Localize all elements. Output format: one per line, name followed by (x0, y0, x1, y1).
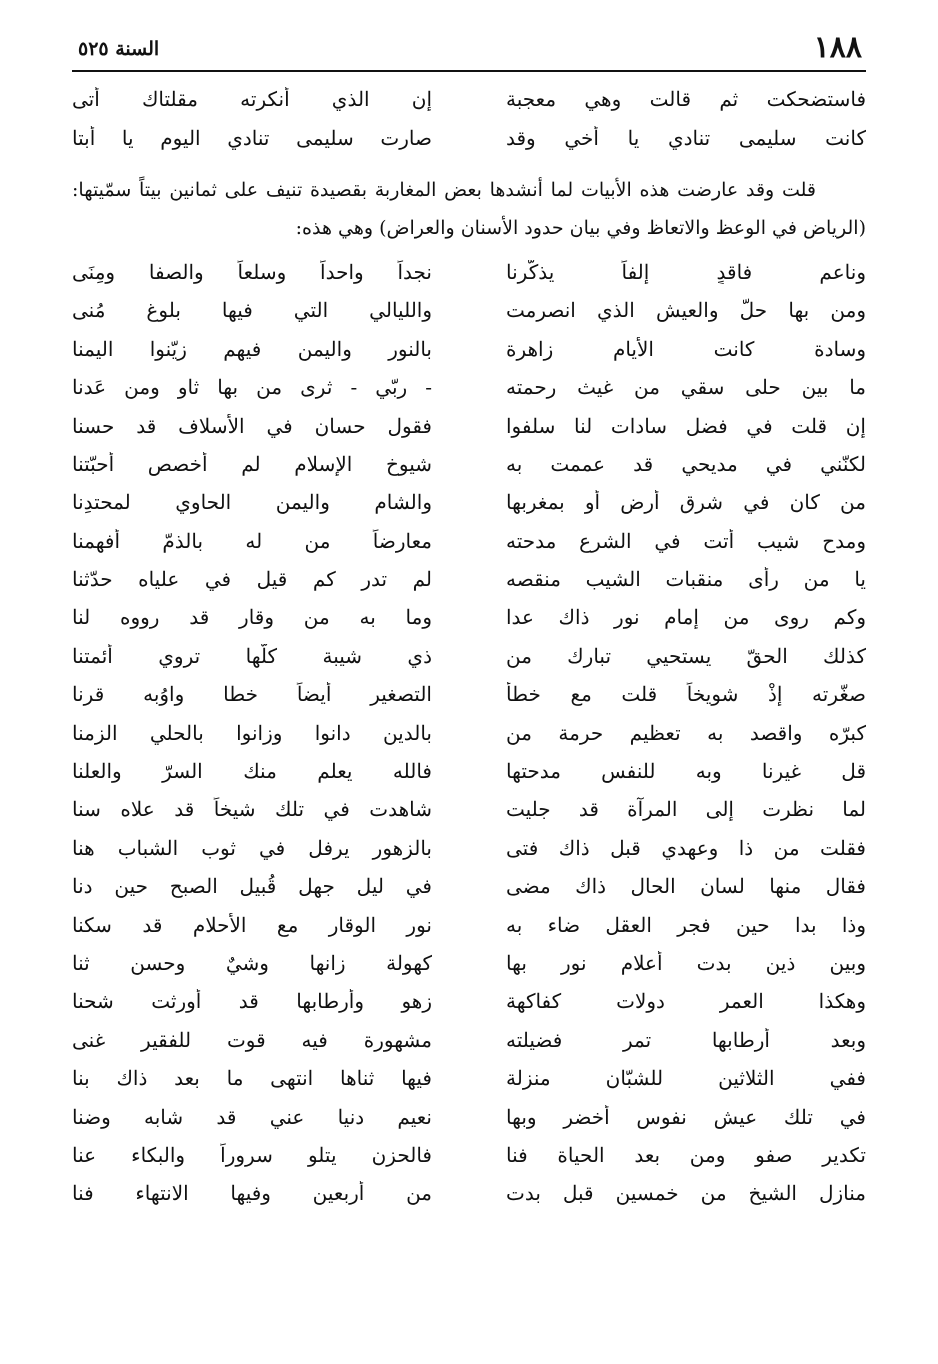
verse-first-hemistich: وهكذا العمر دولات كفاكهة (506, 989, 866, 1014)
prose-paragraph (72, 171, 866, 247)
verse-row (72, 445, 866, 483)
verse-second-hemistich: فيها ثناها انتهى ما بعد ذاك بنا (72, 1066, 432, 1091)
verse-row (72, 1097, 866, 1135)
verse-row (72, 790, 866, 828)
verse-first-hemistich: كبرّه واقصد به تعظيم حرمة من (506, 720, 866, 745)
verse-second-hemistich: ذي شيبة كلّها تروي أئمتنا (72, 643, 432, 668)
verse-second-hemistich: - ربّي - ثرى من بها ثاوٍ ومن عَدنا (72, 375, 432, 400)
verse-first-hemistich: ما بين حلى سقي من غيث رحمته (506, 375, 866, 400)
verse-second-hemistich: نور الوقار مع الأحلام قد سكنا (72, 912, 432, 937)
verse-second-hemistich: شيوخ الإسلام لم أخصص أحبّتنا (72, 451, 432, 476)
verse-second-hemistich: إن الذي أنكرته مقلتاك أتى (72, 87, 432, 112)
verse-row (72, 944, 866, 982)
verse-row (72, 118, 866, 156)
verse-row (72, 1136, 866, 1174)
verse-second-hemistich: زهو وأرطابها قد أورثت شحنا (72, 989, 432, 1014)
verse-second-hemistich: معارضاً من له بالذمّ أفهمنا (72, 528, 432, 553)
verse-row (72, 253, 866, 291)
verse-second-hemistich: نعيم دنيا عني قد شابه وضنا (72, 1104, 432, 1129)
verse-row (72, 905, 866, 943)
verse-first-hemistich: ومن بها حلّ والعيش الذي انصرمت (506, 298, 866, 323)
verse-row (72, 291, 866, 329)
verse-row (72, 713, 866, 751)
verse-second-hemistich: بالدين دانوا وزانوا بالحلي الزمنا (72, 720, 432, 745)
verse-row (72, 1174, 866, 1212)
verse-second-hemistich: بالنور واليمن فيهم زيّنوا اليمنا (72, 336, 432, 361)
verse-first-hemistich: قل غيرنا وبه للنفس مدحتها (506, 759, 866, 784)
verse-first-hemistich: كذلك الحقّ يستحيي تبارك من (506, 643, 866, 668)
verse-first-hemistich: فقلت من ذا وعهدي قبل ذاك فتى (506, 835, 866, 860)
verse-first-hemistich: وسادة كانت الأيام زاهرة (506, 336, 866, 361)
verse-second-hemistich: فقول حسان في الأسلاف قد حسنا (72, 413, 432, 438)
verse-first-hemistich: وبعد أرطابها تمر فضيلته (506, 1027, 866, 1052)
verse-row (72, 80, 866, 118)
intro-verses (72, 80, 866, 157)
verse-second-hemistich: صارت سليمى تنادي اليوم يا أبتا (72, 125, 432, 150)
verse-row (72, 598, 866, 636)
verse-first-hemistich: فاستضحكت ثم قالت وهي معجبة (506, 87, 866, 112)
verse-second-hemistich: والشام واليمن الحاوي لمحتدِنا (72, 490, 432, 515)
page-header (72, 28, 866, 72)
verse-second-hemistich: لم تدرِ كم قيل في علياه حدّثنا (72, 567, 432, 592)
verse-first-hemistich: وذا بدا حين فجر العقل ضاء به (506, 912, 866, 937)
verse-first-hemistich: لكنّني في مديحي قد عممت به (506, 451, 866, 476)
verse-second-hemistich: في ليل جهل قُبيل الصبح حين دنا (72, 874, 432, 899)
verse-first-hemistich: وكم روى من إمام نور ذاك عدا (506, 605, 866, 630)
verse-first-hemistich: منازل الشيخ من خمسين قبل بدت (506, 1181, 866, 1206)
verse-row (72, 368, 866, 406)
verse-second-hemistich: كهولة زانها وشيٌ وحسن ثنا (72, 951, 432, 975)
verse-second-hemistich: مشهورة فيه قوت للفقير غنى (72, 1027, 432, 1052)
verse-row (72, 637, 866, 675)
verse-second-hemistich: من أربعين وفيها الانتهاء فنا (72, 1181, 432, 1206)
page-number: ١٨٨ (813, 30, 862, 65)
verse-row (72, 1021, 866, 1059)
verse-first-hemistich: في تلك عيش نفوس أخضر وبها (506, 1104, 866, 1129)
verse-row (72, 829, 866, 867)
verse-second-hemistich: فالحزن يتلو سروراً والبكاء عنا (72, 1142, 432, 1167)
verse-first-hemistich: لما نظرت إلى المرآة قد جليت (506, 797, 866, 822)
verse-first-hemistich: كانت سليمى تنادي يا أخي وقد (506, 125, 866, 150)
verse-first-hemistich: وبين ذين بدت أعلام نور بها (506, 951, 866, 975)
verse-second-hemistich: والليالي التي فيها بلوغ مُنى (72, 298, 432, 323)
verse-first-hemistich: صغّرته إذْ شويخاً قلت مع خطأ (506, 682, 866, 707)
verse-first-hemistich: يا من رأى منقبات الشيب منقصه (506, 567, 866, 592)
verse-first-hemistich: من كان في شرق أرض أو بمغربها (506, 490, 866, 515)
verse-row (72, 752, 866, 790)
verse-row (72, 867, 866, 905)
verse-row (72, 330, 866, 368)
book-page (72, 28, 866, 1328)
poem (72, 253, 866, 1213)
verse-first-hemistich: ومدح شيب أتت في الشرع مدحته (506, 528, 866, 553)
verse-second-hemistich: التصغير أيضاً خطا واوُبه قرنا (72, 682, 432, 707)
verse-second-hemistich: بالزهور يرفل في ثوب الشباب هنا (72, 835, 432, 860)
running-head-year: السنة ٥٢٥ (78, 38, 160, 60)
verse-row (72, 483, 866, 521)
verse-first-hemistich: ففي الثلاثين للشبّان منزلة (506, 1066, 866, 1091)
verse-row (72, 982, 866, 1020)
verse-first-hemistich: إن قلت في فضل سادات لنا سلفوا (506, 413, 866, 438)
prose-text: قلت وقد عارضت هذه الأبيات لما أنشدها بعض المغاربة بقصيدة تنيف على ثمانين بيتاً سمّيتها: (الرياض في الوعظ والاتعاظ وفي بيان حدود الأسنان والعراض) وهي هذه: (72, 178, 866, 239)
verse-row (72, 675, 866, 713)
verse-second-hemistich: فالله يعلم منك السرّ والعلنا (72, 759, 432, 784)
header-rule (72, 70, 866, 72)
verse-row (72, 1059, 866, 1097)
verse-row (72, 560, 866, 598)
verse-first-hemistich: تكدير صفو ومن بعد الحياة فنا (506, 1142, 866, 1167)
verse-first-hemistich: وناعم فاقدٍ إلفاً يذكّرنا (506, 259, 866, 284)
verse-row (72, 522, 866, 560)
verse-second-hemistich: وما به من وقارٍ قد رووه لنا (72, 605, 432, 630)
verse-first-hemistich: فقال منها لسان الحال ذاك مضى (506, 874, 866, 899)
verse-second-hemistich: شاهدت في تلك شيخاً قد علاه سنا (72, 797, 432, 822)
verse-row (72, 406, 866, 444)
verse-second-hemistich: نجداً واحداً وسلعاً والصفا ومِنَى (72, 259, 432, 284)
